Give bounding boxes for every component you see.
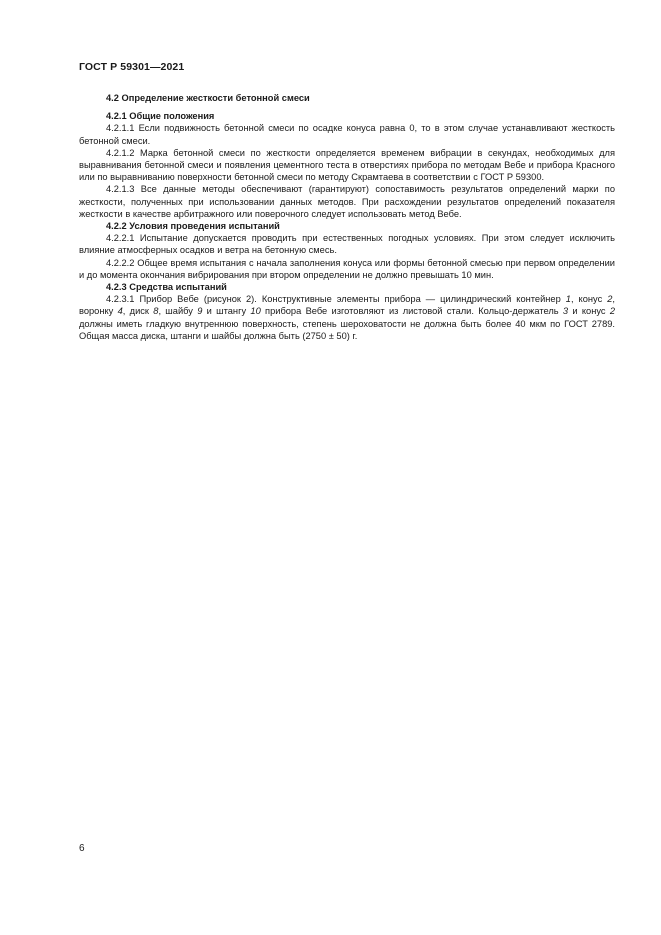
document-header: ГОСТ Р 59301—2021 — [79, 61, 185, 73]
text-fragment: , шайбу — [158, 306, 198, 317]
text-fragment: прибора Вебе изготовляют из листовой стали. Кольцо-держатель — [260, 306, 563, 317]
ref-number: 4 — [117, 306, 123, 317]
paragraph-4-2-1-2: 4.2.1.2 Марка бетонной смеси по жесткости определяется временем вибрации в секундах, необходимых для выравнивания бетонной смеси и появления цементного теста в отверстиях прибора по методам Вебе и прибора Красного или по выравниванию поверхности бетонной смеси по методу Скрамтаева в соответствии с ГОСТ Р 59300. — [79, 147, 615, 183]
ref-number: 1 — [565, 294, 571, 305]
text-fragment: и конус — [568, 306, 610, 317]
ref-number: 3 — [562, 306, 569, 317]
subsection-title-4-2-2: 4.2.2 Условия проведения испытаний — [106, 221, 280, 232]
page-number: 6 — [79, 843, 85, 854]
text-fragment: , конус — [570, 294, 608, 305]
text-fragment: , воронку — [79, 294, 615, 317]
ref-number: 2 — [609, 306, 615, 317]
ref-number: 8 — [153, 306, 159, 317]
text-fragment: и штангу — [202, 306, 251, 317]
paragraph-4-2-3-1 — [79, 293, 615, 342]
subsection-title-4-2-1: 4.2.1 Общие положения — [106, 111, 215, 122]
paragraph-4-2-2-1: 4.2.2.1 Испытание допускается проводить при естественных погодных условиях. При этом следует исключить влияние атмосферных осадков и ветра на бетонную смесь. — [79, 233, 615, 256]
subsection-title-4-2-3: 4.2.3 Средства испытаний — [106, 282, 227, 293]
ref-number: 9 — [197, 306, 203, 317]
paragraph-4-2-1-1: 4.2.1.1 Если подвижность бетонной смеси по осадке конуса равна 0, то в этом случае устанавливают жесткость бетонной смеси. — [79, 123, 615, 146]
ref-number: 2 — [607, 294, 613, 305]
document-body — [79, 92, 615, 342]
text-fragment: 4.2.3.1 Прибор Вебе (рисунок 2). Конструктивные элементы прибора — цилиндрический контейнер — [106, 294, 566, 305]
text-fragment: , диск — [122, 306, 154, 317]
section-title-4-2: 4.2 Определение жесткости бетонной смеси — [106, 93, 310, 103]
paragraph-4-2-2-2: 4.2.2.2 Общее время испытания с начала заполнения конуса или формы бетонной смесью при первом определении и до момента окончания вибрирования при втором определении не должно превышать 10 мин. — [79, 257, 615, 280]
text-fragment: должны иметь гладкую внутреннюю поверхность, степень шероховатости не должна быть более 40 мкм по ГОСТ 2789. Общая масса диска, штанги и шайбы должна быть (2750 ± 50) г. — [79, 318, 615, 341]
ref-number: 10 — [250, 306, 261, 317]
paragraph-4-2-1-3: 4.2.1.3 Все данные методы обеспечивают (гарантируют) сопоставимость результатов определений марки по жесткости, полученных при использовании данных методов. При расхождении результатов определений показателя жесткости в качестве арбитражного или поверочного следует использовать метод Вебе. — [79, 184, 615, 219]
